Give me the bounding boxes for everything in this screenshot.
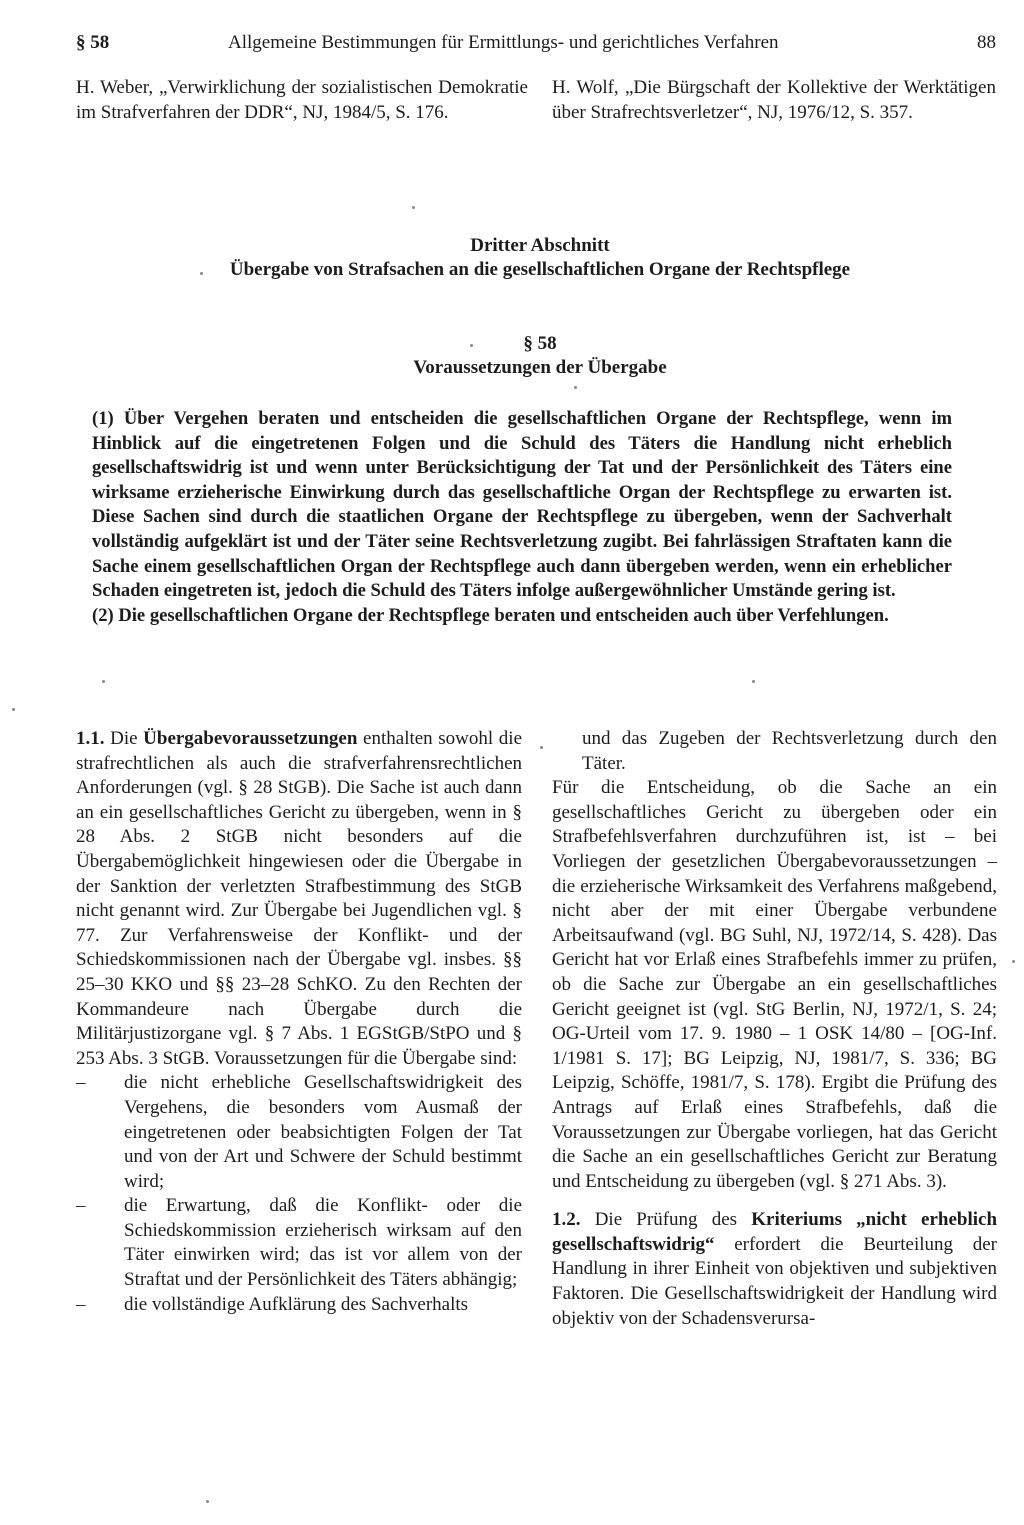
list-item-text: die Erwartung, daß die Konflikt- oder die Schiedskommission erzieherisch wirksam auf den Täter einwirken wird; das ist vor allem von der Straftat und der Persönlichkeit des Täters abhängig; xyxy=(124,1195,522,1291)
list-item-text: die nicht erhebliche Gesellschaftswidrigkeit des Vergehens, die besonders vom Ausmaß der eingetretenen oder beabsichtigten Folgen der Tat und von der Art und Schwere der Schuld bestimmt wird; xyxy=(124,1072,522,1192)
scan-speck xyxy=(540,746,543,749)
commentary-paragraph: Für die Entscheidung, ob die Sache an ein gesellschaftliches Gericht zu übergeben oder ein Strafbefehlsverfahren durchzuführen ist, ist – bei Vorliegen der gesetzlichen Übergabevoraussetzungen – die erzieherische Wirksamkeit des Verfahrens maßgebend, nicht aber der mit einer Übergabe verbundene Arbeitsaufwand (vgl. BG Suhl, NJ, 1972/14, S. 428). Das Gericht hat vor Erlaß eines Strafbefehls immer zu prüfen, ob die Sache zur Übergabe an ein gesellschaftliches Gericht geeignet ist (vgl. StG Berlin, NJ, 1972/1, S. 24; OG-Urteil vom 17. 9. 1980 – 1 OSK 14/80 – [OG-Inf. 1/1981 S. 17]; BG Leipzig, NJ, 1981/7, S. 336; BG Leipzig, Schöffe, 1981/7, S. 178). Ergibt die Prüfung des Antrags auf Erlaß eines Strafbefehls, daß die Voraussetzungen zur Übergabe vorliegen, hat das Gericht die Sache an ein gesellschaftliches Gericht zur Beratung und Entscheidung zu übergeben (vgl. § 271 Abs. 3). xyxy=(552,777,997,1192)
paragraph-title: Voraussetzungen der Übergabe xyxy=(413,357,667,378)
commentary-number: 1.1. xyxy=(76,728,105,749)
scan-speck xyxy=(102,680,105,683)
page-number: 88 xyxy=(977,32,996,53)
scan-speck xyxy=(1012,960,1015,963)
scan-speck xyxy=(206,1500,209,1503)
scan-speck xyxy=(200,272,203,275)
commentary-number: 1.2. xyxy=(552,1209,581,1231)
commentary-keyword: Kriteriums „nicht erheblich gesellschaftswidrig“ xyxy=(552,1209,998,1255)
scan-speck xyxy=(752,680,755,683)
commentary-text: enthalten sowohl die strafrechtlichen als auch die strafverfahrensrechtlichen Anforderungen (vgl. § 28 StGB). Die Sache ist auch dann an ein gesellschaftliches Gericht zu übergeben, wenn in § 28 Abs. 2 StGB nicht besonders auf die Übergabemöglichkeit hingewiesen oder die Übergabe in der Sanktion der verletzten Strafbestimmung des StGB nicht genannt wird. Zur Übergabe bei Jugendlichen vgl. § 77. Zur Verfahrensweise der Konflikt- und der Schiedskommissionen nach der Übergabe vgl. insbes. §§ 25–30 KKO und §§ 23–28 SchKO. Zu den Rechten der Kommandeure nach Übergabe durch die Militärjustizorgane vgl. § 7 Abs. 1 EGStGB/StPO und § 253 Abs. 3 StGB. Voraussetzungen für die Übergabe sind: xyxy=(76,728,523,1069)
commentary-left-column xyxy=(76,727,522,1317)
header-running-title: Allgemeine Bestimmungen für Ermittlungs- und gerichtliches Verfahren xyxy=(228,32,779,53)
literature-reference-right: H. Wolf, „Die Bürgschaft der Kollektive der Werktätigen über Strafrechtsverletzer“, NJ, 1976/12, S. 357. xyxy=(552,77,996,123)
commentary-1-2 xyxy=(552,1208,997,1331)
part-title: Übergabe von Strafsachen an die gesellschaftlichen Organe der Rechtspflege xyxy=(229,259,851,280)
header-section-mark: § 58 xyxy=(76,32,110,53)
part-label: Dritter Abschnitt xyxy=(470,235,610,256)
list-item xyxy=(76,1071,522,1194)
dash-marker: – xyxy=(76,1293,86,1315)
commentary-right-column xyxy=(552,727,997,1331)
commentary-text: Die Prüfung des xyxy=(594,1209,738,1231)
scan-speck xyxy=(470,344,473,347)
scan-speck xyxy=(574,386,577,389)
law-subsection-1: (1) Über Vergehen beraten und entscheiden die gesellschaftlichen Organe der Rechtspflege, wenn im Hinblick auf die eingetretenen Folgen und die Schuld des Täters die Handlung nicht erheblich gesellschaftswidrig ist und wenn unter Berücksichtigung der Tat und der Persönlichkeit des Täters eine wirksame erzieherische Einwirkung durch das gesellschaftliche Organ der Rechtspflege zu erwarten ist. Diese Sachen sind durch die staatlichen Organe der Rechtspflege zu übergeben, wenn der Sachverhalt vollständig aufgeklärt ist und der Täter seine Rechtsverletzung zugibt. Bei fahrlässigen Straftaten kann die Sache einem gesellschaftlichen Organ der Rechtspflege auch dann übergeben werden, wenn ein erheblicher Schaden eingetreten ist, jedoch die Schuld des Täters infolge außergewöhnlicher Umstände gering ist. xyxy=(92,408,952,602)
list-item xyxy=(76,1293,522,1318)
commentary-1-1 xyxy=(76,727,522,1071)
literature-reference-left: H. Weber, „Verwirklichung der sozialistischen Demokratie im Strafverfahren der DDR“, NJ, 1984/5, S. 176. xyxy=(76,77,528,123)
commentary-keyword: Übergabevoraussetzungen xyxy=(143,728,358,749)
law-text xyxy=(92,407,952,628)
scan-speck xyxy=(412,206,415,209)
paragraph-number: § 58 xyxy=(523,333,557,354)
dash-marker: – xyxy=(76,1195,86,1217)
commentary-text: Die xyxy=(110,728,138,749)
dash-marker: – xyxy=(76,1072,86,1094)
list-item-text: die vollständige Aufklärung des Sachverhalts xyxy=(124,1293,469,1315)
list-item-continuation: und das Zugeben der Rechtsverletzung durch den Täter. xyxy=(582,728,997,774)
list-item xyxy=(76,1194,522,1292)
law-subsection-2: (2) Die gesellschaftlichen Organe der Rechtspflege beraten und entscheiden auch über Verfehlungen. xyxy=(92,604,889,626)
commentary-text: erfordert die Beurteilung der Handlung in ihrer Einheit von objektiven und subjektiven Faktoren. Die Gesellschaftswidrigkeit der Handlung wird objektiv von der Schadensverursa- xyxy=(552,1233,997,1329)
running-header xyxy=(76,28,996,58)
scan-speck xyxy=(12,708,15,711)
